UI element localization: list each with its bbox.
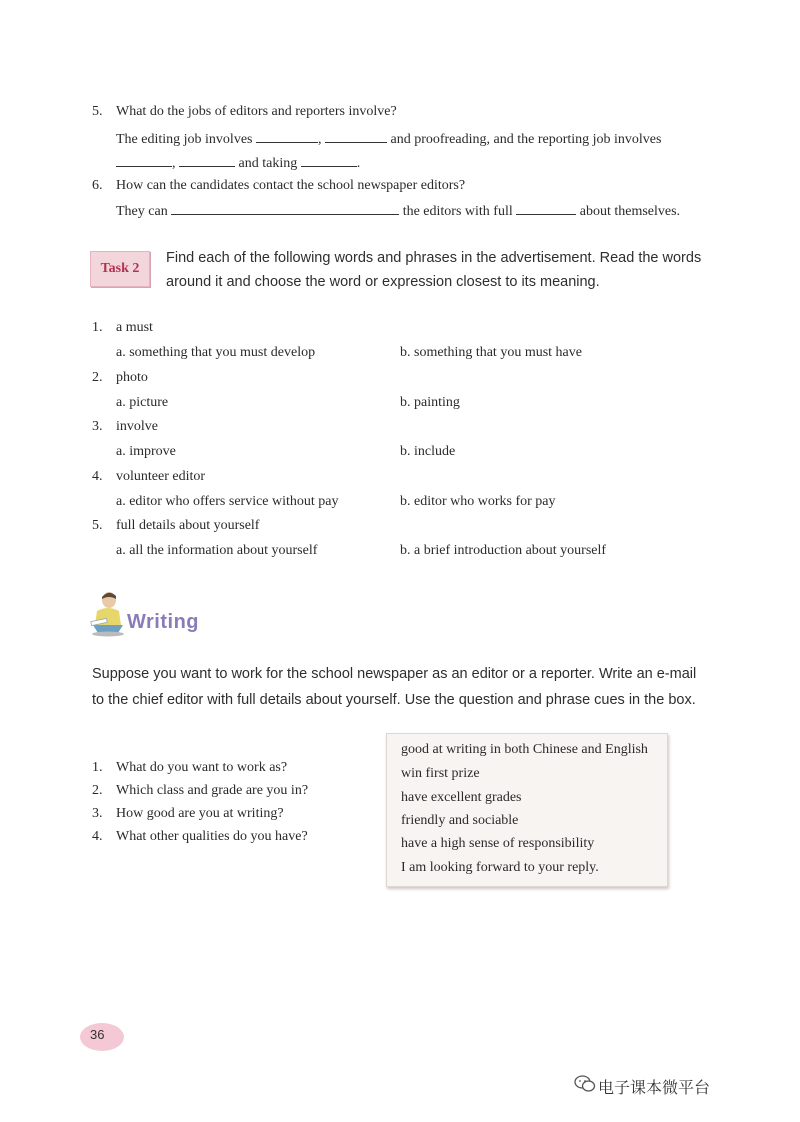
answer-blank[interactable] xyxy=(325,130,387,143)
cue-item: friendly and sociable xyxy=(401,813,519,828)
task-item-3-term xyxy=(92,419,158,435)
answer-text: the editors with full xyxy=(402,204,513,219)
cue-item: have excellent grades xyxy=(401,790,522,805)
task-2-instruction: Find each of the following words and phrases in the advertisement. Read the words around it and choose the word or expression closest to its meaning. xyxy=(166,250,702,290)
task-item-5-option-a[interactable]: a. all the information about yourself xyxy=(116,543,318,558)
answer-blank[interactable] xyxy=(171,202,399,215)
item-number: 2. xyxy=(92,370,103,385)
task-item-2-option-a[interactable]: a. picture xyxy=(116,395,169,410)
answer-text: They can xyxy=(116,204,168,219)
task-item-1-term xyxy=(92,320,153,336)
answer-text: and proofreading, and the reporting job involves xyxy=(390,132,662,147)
task-item-5-term xyxy=(92,518,259,534)
task-item-1-option-b[interactable]: b. something that you must have xyxy=(400,345,582,360)
writing-question-4 xyxy=(92,829,308,845)
task-item-3-option-b[interactable]: b. include xyxy=(400,444,456,459)
answer-blank[interactable] xyxy=(516,202,576,215)
answer-blank[interactable] xyxy=(301,154,357,167)
writing-section-title: Writing xyxy=(127,611,200,633)
item-term: volunteer editor xyxy=(116,469,206,484)
watermark-text: 电子课本微平台 xyxy=(598,1078,711,1097)
task-item-5-option-b[interactable]: b. a brief introduction about yourself xyxy=(400,543,607,558)
item-term: full details about yourself xyxy=(116,518,260,533)
writing-question-2 xyxy=(92,783,308,799)
question-5-answer-line-2 xyxy=(116,154,360,172)
item-number: 5. xyxy=(92,518,103,533)
question-number: 3. xyxy=(92,806,103,821)
writing-question-1 xyxy=(92,760,287,776)
answer-text: , xyxy=(172,156,176,171)
question-number: 4. xyxy=(92,829,103,844)
item-term: photo xyxy=(116,370,148,385)
question-number: 1. xyxy=(92,760,103,775)
question-text: What other qualities do you have? xyxy=(116,829,308,844)
task-item-1-option-a[interactable]: a. something that you must develop xyxy=(116,345,316,360)
question-text: How good are you at writing? xyxy=(116,806,284,821)
wechat-icon xyxy=(574,1074,596,1094)
answer-text: . xyxy=(356,156,361,171)
answer-blank[interactable] xyxy=(256,130,318,143)
answer-text: The editing job involves xyxy=(116,132,253,147)
question-number: 5. xyxy=(92,104,103,119)
answer-text: and taking xyxy=(238,156,298,171)
writing-question-3 xyxy=(92,806,284,822)
cue-item: win first prize xyxy=(401,766,480,781)
question-text: What do the jobs of editors and reporters involve? xyxy=(116,104,397,119)
question-number: 6. xyxy=(92,178,103,193)
item-number: 4. xyxy=(92,469,103,484)
task-2-badge: Task 2 xyxy=(90,251,150,287)
answer-blank[interactable] xyxy=(116,154,172,167)
item-term: involve xyxy=(116,419,158,434)
question-5 xyxy=(92,104,397,120)
page-number: 36 xyxy=(90,1027,105,1042)
task-item-4-term xyxy=(92,469,205,485)
cue-item: good at writing in both Chinese and English xyxy=(401,742,648,757)
answer-text: , xyxy=(317,132,322,147)
phrase-cue-box xyxy=(386,733,668,887)
writing-student-icon xyxy=(88,587,128,637)
task-item-4-option-b[interactable]: b. editor who works for pay xyxy=(400,494,556,509)
question-6 xyxy=(92,178,465,194)
question-text: Which class and grade are you in? xyxy=(116,783,309,798)
question-text: How can the candidates contact the school newspaper editors? xyxy=(116,178,466,193)
answer-text: about themselves. xyxy=(579,204,681,219)
cue-item: I am looking forward to your reply. xyxy=(401,860,599,875)
question-5-answer-line-1 xyxy=(116,130,661,148)
task-item-3-option-a[interactable]: a. improve xyxy=(116,444,176,459)
item-term: a must xyxy=(116,320,153,335)
task-item-2-term xyxy=(92,370,148,386)
question-6-answer-line xyxy=(116,202,680,220)
item-number: 3. xyxy=(92,419,103,434)
answer-blank[interactable] xyxy=(179,154,235,167)
writing-instruction: Suppose you want to work for the school newspaper as an editor or a reporter. Write an e-mail to the chief editor with full details about yourself. Use the question and phrase cues in the box. xyxy=(92,666,697,708)
question-text: What do you want to work as? xyxy=(116,760,288,775)
task-item-4-option-a[interactable]: a. editor who offers service without pay xyxy=(116,494,339,509)
item-number: 1. xyxy=(92,320,103,335)
question-number: 2. xyxy=(92,783,103,798)
cue-item: have a high sense of responsibility xyxy=(401,836,595,851)
task-item-2-option-b[interactable]: b. painting xyxy=(400,395,460,410)
